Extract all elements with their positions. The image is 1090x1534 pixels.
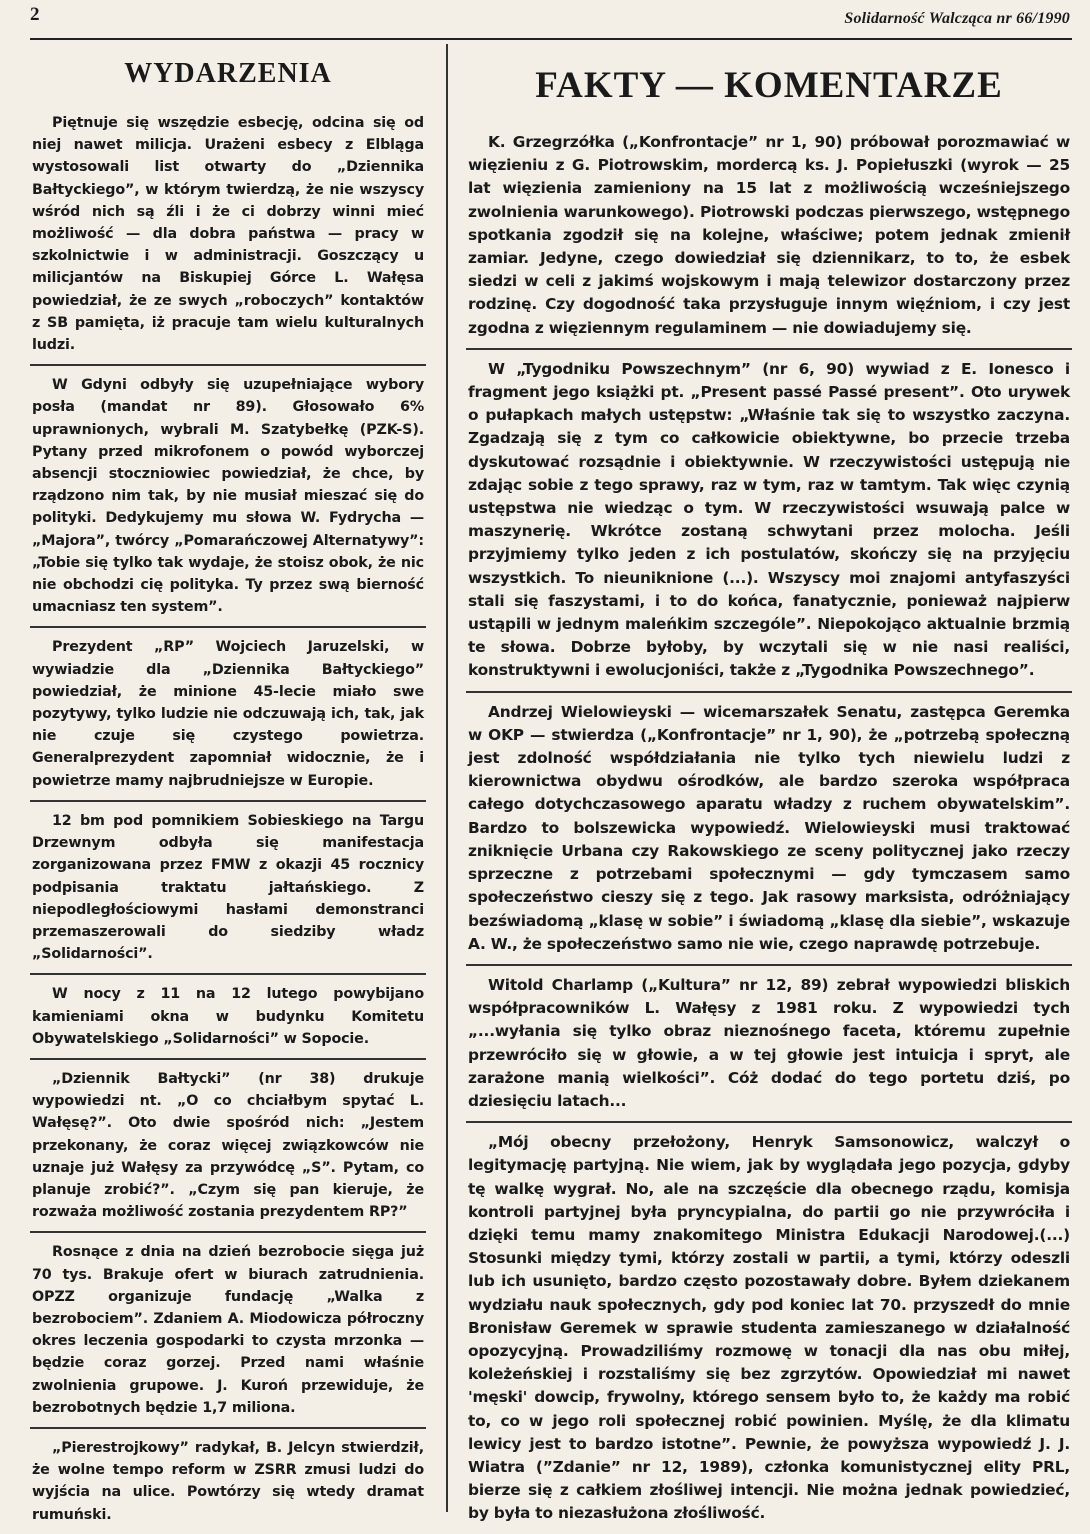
article [30, 628, 426, 801]
article-text: W „Tygodniku Powszechnym” (nr 6, 90) wywiad z E. Ionesco i fragment jego książki pt. „Present passé Passé present”. Oto urywek o pułapkach małych ustępstw: „Właśnie tak się to wszystko zaczyna. Zgadzają się z tym co całkowicie obiektywne, bo przecie trzeba dyskutować rozsądnie i obiektywnie. W rzeczywistości ustępują nie zdając sobie z tego sprawy, raz w tym, raz w tamtym. Tak więc czynią ustępstwa nie wiedząc o tym. W rzeczywistości wsuwają palce w maszynerię. Wkrótce zostaną schwytani przez molocha. Jeśli przyjmiemy tylko jeden z ich postulatów, skończy się na przyjęciu wszystkich. To nieuniknione (...). Wszyscy moi znajomi antyfaszyści stali się faszystami, i to do końca, fanatycznie, ponieważ najpierw ustąpili w jednym maleńkim szczególe”. Niepokojąco aktualnie brzmią te słowa. Dobrze byłoby, by wczytali się w nie nasi realiści, konstruktywni i ewolucjoniści, także z „Tygodnika Powszechnego”. [468, 359, 1070, 680]
article [30, 1429, 426, 1534]
article-text: W Gdyni odbyły się uzupełniające wybory posła (mandat nr 89). Głosowało 6% uprawnionych, wybrali M. Szatybełkę (PZK-S). Pytany przed mikrofonem o powód wyborczej absencji stoczniowiec powiedział, że chce, by rządzono nim tak, by nie musiał mieszać się do polityki. Dedykujemy mu słowa W. Fydrycha —„Majora”, twórcy „Pomarańczowej Alternatywy”: „Tobie się tylko tak wydaje, że stoisz obok, że nic nie obchodzi cię polityka. Ty przez swą bierność umacniasz ten system”. [32, 377, 424, 616]
article [30, 104, 426, 366]
article-text: Prezydent „RP” Wojciech Jaruzelski, w wywiadzie dla „Dziennika Bałtyckiego” powiedział, że minione 45-lecie miało swe pozytywy, tylko ludzie nie odczuwają ich, tak, jak nie czuje się czystego powietrza. Generalprezydent zapomniał widocznie, że i powietrze mamy najbrudniejsze w Europie. [32, 639, 424, 789]
page-number: 2 [30, 4, 40, 25]
article-text: Andrzej Wielowieyski — wicemarszałek Senatu, zastępca Geremka w OKP — stwierdza („Konfrontacje” nr 1, 90), że „potrzebą społeczną jest zdolność współdziałania nie tylko tych niewielu ludzi z kierownictwa obydwu ośrodków, ale bardzo szeroka współpraca całego dotychczasowego aparatu władzy z ruchem obywatelskim”. Bardzo to bolszewicka wypowiedź. Wielowieyski musi traktować zniknięcie Urbana czy Rakowskiego ze sceny politycznej jako rzeczy sprzeczne z potrzebami społecznymi — gdy tymczasem samo społeczeństwo cieszy się z tego. Jak rasowy marksista, odróżniający bezświadomą „klasę w sobie” i świadomą „klasę dla siebie”, wskazuje A. W., że społeczeństwo samo nie wie, czego naprawdę potrzebuje. [468, 702, 1070, 953]
article-text: „Pierestrojkowy” radykał, B. Jelcyn stwierdził, że wolne tempo reform w ZSRR zmusi ludzi do wyjścia na ulice. Powtórzy się wtedy dramat rumuński. [32, 1439, 424, 1523]
article [466, 123, 1072, 350]
article-text: Piętnuje się wszędzie esbecję, odcina się od niej nawet milicja. Urażeni esbecy z Elbląga wystosowali list otwarty do „Dziennika Bałtyckiego”, w którym twierdzą, że nie wszyscy wśród nich są źli i że ci dobrzy winni mieć możliwość — dla dobra państwa — pracy w szkolnictwie i w administracji. Goszczący u milicjantów na Biskupiej Górce L. Wałęsa powiedział, że ze swych „roboczych” kontaktów z SB pamięta, iż pracuje tam wielu kulturalnych ludzi. [32, 115, 424, 354]
left-column [30, 44, 426, 1523]
page-header [0, 0, 1090, 40]
article [466, 966, 1072, 1123]
column-divider [446, 44, 448, 1512]
section-heading-fakty-komentarze: FAKTY — KOMENTARZE [535, 65, 1003, 106]
article-text: K. Grzegrzółka („Konfrontacje” nr 1, 90) próbował porozmawiać w więzieniu z G. Piotrowskim, mordercą ks. J. Popiełuszki (wyrok — 25 lat więzienia zamieniony na 15 lat z możliwością wcześniejszego zwolnienia warunkowego). Piotrowski podczas pierwszego, wstępnego spotkania zgodził się na kolejne, właściwe; potem jednak zmienił zamiar. Jedyne, czego dowiedział się dziennikarz, to to, że esbek siedzi w celi z jakimś wojskowym i mają telewizor dostarczony przez rodzinę. Czy dogodność taka przysługuje innym więźniom, i czy jest zgodna z więziennym regulaminem — nie dowiadujemy się. [468, 133, 1070, 337]
article [30, 366, 426, 628]
article [466, 350, 1072, 693]
article-text: W nocy z 11 na 12 lutego powybijano kamieniami okna w budynku Komitetu Obywatelskiego „Solidarności” w Sopocie. [32, 986, 424, 1047]
section-heading-wydarzenia: WYDARZENIA [124, 58, 332, 89]
article-text: „Dziennik Bałtycki” (nr 38) drukuje wypowiedzi nt. „O co chciałbym spytać L. Wałęsę?”. Oto dwie spośród nich: „Jestem przekonany, że coraz więcej związkowców nie uznaje już Wałęsy za przywódcę „S”. Pytam, co planuje zrobić?”. „Czym się pan kieruje, że rozważa możliwość zostania prezydentem RP?” [32, 1070, 424, 1221]
article [466, 1123, 1072, 1533]
article [30, 802, 426, 975]
header-rule [30, 38, 1072, 40]
right-column [466, 44, 1072, 1523]
publication-title: Solidarność Walcząca nr 66/1990 [844, 10, 1070, 27]
article-text: „Mój obecny przełożony, Henryk Samsonowicz, walczył o legitymację partyjną. Nie wiem, jak by wyglądała jego pozycja, gdyby tę walkę wygrał. No, ale na szczęście dla obecnego rządu, komisja kontroli partyjnej była pryncypialna, do partii go nie przywróciła i dzięki temu mamy znakomitego Ministra Edukacji Narodowej.(...) Stosunki między tymi, którzy zostali w partii, a tymi, którzy odeszli lub ich usunięto, bardzo często pozostawały dobre. Byłem dziekanem wydziału nauk społecznych, gdy pod koniec lat 70. przyszedł do mnie Bronisław Geremek w sprawie studenta zamieszanego w działalność opozycyjną. Prowadziliśmy rozmowę w tonacji dla nas obu miłej, koleżeńskiej i rozstaliśmy się bez zgrzytów. Opowiedział mi nawet 'męski' dowcip, frywolny, którego sensem było to, że każdy ma robić to, co w jego roli społecznej robić powinien. Myślę, że dla klimatu lewicy jest to bardzo istotne”. Pewnie, że powyższa wypowiedź J. J. Wiatra (”Zdanie” nr 12, 1989), członka komunistycznej elity PRL, bierze się z całkiem złośliwej intencji. Nie można jednak powiedzieć, by była to niezasłużona złośliwość. [468, 1133, 1070, 1523]
article [30, 1060, 426, 1233]
article [30, 1233, 426, 1429]
article-text: 12 bm pod pomnikiem Sobieskiego na Targu Drzewnym odbyła się manifestacja zorganizowana przez FMW z okazji 45 rocznicy podpisania traktatu jałtańskiego. Z niepodległościowymi hasłami demonstranci przemaszerowali do siedziby władz „Solidarności”. [32, 812, 424, 963]
article-text: Witold Charlamp („Kultura” nr 12, 89) zebrał wypowiedzi bliskich współpracowników L. Wałęsy z 1981 roku. Z wypowiedzi tych „...wyłania się tylko obraz nieznośnego faceta, któremu zupełnie przewróciło się w głowie, a w tej głowie jest intuicja i spryt, ale zarażone manią wielkości”. Cóż dodać do tego portetu dziś, po dziesięciu latach... [468, 975, 1070, 1110]
article [466, 693, 1072, 966]
article [30, 975, 426, 1060]
article-text: Rosnące z dnia na dzień bezrobocie sięga już 70 tys. Brakuje ofert w biurach zatrudnienia. OPZZ organizuje fundację „Walka z bezrobociem”. Zdaniem A. Miodowicza półroczny okres leczenia gospodarki to czysta mrzonka — będzie coraz gorzej. Przed nami właśnie zwolnienia grupowe. J. Kuroń przewiduje, że bezrobotnych będzie 1,7 miliona. [32, 1244, 424, 1416]
